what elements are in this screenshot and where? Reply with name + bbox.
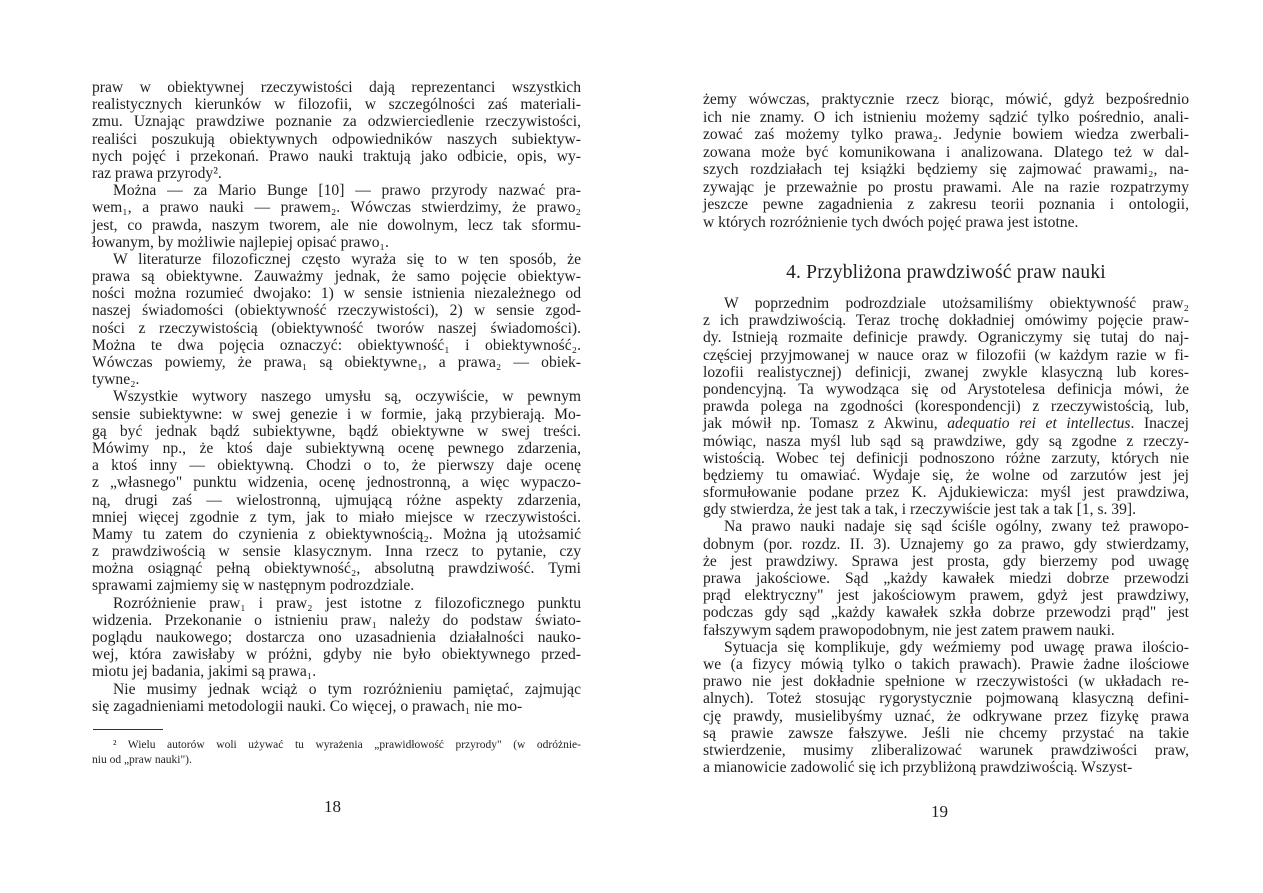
text-line: Rozróżnienie praw₁ i praw₂ jest istotne z filozoficznego punktu [113,594,581,612]
text-line [703,742,1189,759]
text-segment: Sytuacja się komplikuje, gdy weźmiemy pod uwagę prawa ilościo- [724,638,1189,656]
text-line: tywne₂. [92,371,140,389]
text-line: z prawdziwością w sensie klasycznym. Inna rzecz to pytanie, czy [92,543,581,561]
text-line [703,690,1189,707]
text-segment: prawo nie jest dokładnie spełnione w rzeczywistości (w układach re- [703,673,1189,691]
text-line: zowana może być komunikowana i analizowana. Dlatego też w dal- [703,143,1189,161]
text-segment: częściej przyjmowanej w nauce oraz w filozofii (w każdym razie w fi- [703,346,1189,364]
text-line: z „własnego" punktu widzenia, ocenę jednostronną, a więc wypaczo- [92,474,581,492]
text-line: łowanym, by możliwie najlepiej opisać prawo₁. [92,233,389,251]
footnote [92,738,581,768]
text-line: ich nie znamy. O ich istnieniu możemy sądzić tylko pośrednio, anali- [703,108,1189,126]
text-line: ności można rozumieć dwojako: 1) w sensie istnienia niezależnego od [92,285,581,303]
text-line: sensie subiektywne: w swej genezie i w formie, jaką przybierają. Mo- [92,405,581,423]
text-line: poglądu naukowego; dostarcza ono uzasadnienia działalności nauko- [92,629,581,646]
page-number-left: 18 [324,797,341,816]
text-line: W literaturze filozoficznej często wyraża się to w ten sposób, że [113,250,581,268]
text-line [703,725,1189,742]
text-line [703,364,1189,381]
text-line: raz prawa przyrody². [92,164,222,182]
text-line: zować zaś możemy tylko prawa₂. Jedynie bowiem wiedza zwerbali- [703,126,1189,144]
text-line [703,347,1189,364]
text-line: nych pojęć i przekonań. Prawo nauki traktują jako odbicie, opis, wy- [92,147,581,165]
text-line: Wszystkie wytwory naszego umysłu są, oczywiście, w pewnym [113,388,581,406]
text-line: sprawami zajmiemy się w następnym podrozdziale. [92,577,415,595]
text-line: a ktoś inny — obiektywną. Chodzi o to, że pierwszy daje ocenę [92,457,581,475]
paragraph [703,639,1189,777]
right-page-body [703,295,1189,776]
text-line: szych rozdziałach tej książki będziemy się zajmować prawami₂, na- [703,161,1189,179]
text-segment: alnych). Toteż stosując rygorystycznie pojmowaną klasyczną defini- [703,690,1189,708]
text-line: widzenia. Przekonanie o istnieniu praw₁ należy do podstaw świato- [92,611,581,629]
text-line: prawa są obiektywne. Zauważmy jednak, że samo pojęcie obiektyw- [92,268,581,286]
text-line: Można — za Mario Bunge [10] — prawo przyrody nazwać pra- [113,182,581,200]
text-line [703,415,1189,432]
text-segment: lozofii realistycznej) definicji, zwanej zwykle klasyczną lub kores- [703,363,1189,381]
section-heading: 4. Przybliżona prawdziwość praw nauki [786,262,1106,283]
text-segment: mówiąc, nasza myśl lub sąd są prawdziwe, gdy są zgodne z rzeczy- [703,432,1189,450]
text-line: żemy wówczas, praktycznie rzecz biorąc, mówić, gdyż bezpośrednio [703,91,1189,108]
text-line: realiści poszukują obiektywnych odpowiedników naszych subiektyw- [92,130,581,148]
text-line: zmu. Uznając prawdziwe poznanie za odzwierciedlenie rzeczywistości, [92,113,581,131]
text-line: jeszcze pewne zagadnienia z zakresu teorii poznania i ontologii, [703,196,1189,214]
text-line [703,484,1189,501]
paragraph [92,681,581,715]
text-line [703,570,1189,587]
text-line: można osiągnąć pełną obiektywność₂, absolutną prawdziwość. Tymi [92,560,581,578]
paragraph [92,79,581,182]
page-number-right: 19 [931,802,948,821]
left-page-body [92,79,581,715]
text-line [703,467,1189,484]
paragraph [92,182,581,251]
text-line: Można te dwa pojęcia oznaczyć: obiektywność₁ i obiektywność₂. [92,336,581,354]
text-line: naszej świadomości (obiektywność rzeczywistości), 2) w sensie zgod- [92,302,581,320]
text-line [703,295,1189,312]
text-line [703,433,1189,450]
text-segment: podczas gdy sąd „każdy kawałek szkła dobrze przewodzi prąd" jest [703,604,1189,622]
text-segment: dy. Istnieją rozmaite definicje prawdy. Ograniczymy się tutaj do naj- [703,329,1189,347]
text-line [703,381,1189,398]
text-line: miotu jej badania, jakimi są prawa₁. [92,663,317,681]
text-line: w których rozróżnienie tych dwóch pojęć prawa jest istotne. [703,213,1079,231]
text-line [703,587,1189,604]
text-line [703,398,1189,415]
text-line [703,656,1189,673]
text-line: się zagadnieniami metodologii nauki. Co więcej, o prawach₁ nie mo- [92,697,523,715]
text-segment: prąd elektryczny" jest jakościowym prawem, gdyż jest prawdziwy, [703,587,1189,605]
text-line [703,673,1189,690]
paragraph [92,388,581,594]
text-segment: jak mówił np. Tomasz z Akwinu, [703,415,948,433]
text-line: ności z rzeczywistością (obiektywność tworów naszej świadomości). [92,319,581,337]
text-line: jest, co prawda, naszym tworem, ale nie dowolnym, lecz tak sformu- [92,216,581,234]
text-line [703,622,1189,639]
text-line: zywając je przeważnie po prostu prawami. Ale na razie rozpatrzymy [703,178,1189,196]
text-line: mniej więcej zgodnie z tym, jak to miało miejsce w rzeczywistości. [92,508,581,526]
text-segment: stwierdzenie, musimy zliberalizować warunek prawdziwości praw, [703,741,1189,759]
text-segment: z ich prawdziwością. Teraz trochę dokładniej omówimy pojęcie praw- [703,312,1189,330]
text-segment: wistością. Wobec tej definicji podnoszono różne zarzuty, których nie [703,449,1189,467]
text-line: ną, drugi zaś — wielostronną, ujmującą różne aspekty zdarzenia, [92,491,581,509]
text-segment: fałszywym sądem prawopodobnym, nie jest zatem prawem nauki. [703,621,1115,639]
text-line [703,312,1189,329]
paragraph [92,595,581,681]
text-segment: Na prawo nauki nadaje się sąd ściśle ogólny, zwany też prawopo- [724,518,1189,536]
text-line: Mówimy np., że ktoś daje subiektywną ocenę pewnego zdarzenia, [92,439,581,457]
text-segment: będziemy tu omawiać. Wydaje się, że wolne od zarzutów jest jej [703,466,1189,484]
text-line [703,604,1189,621]
footnote-line: ² Wielu autorów woli używać tu wyrażenia „prawidłowość przyrody" (w odróżnie- [113,739,581,751]
text-line: gą być jednak bądź subiektywne, bądź obiektywne w swej treści. [92,422,581,440]
text-segment: . Inaczej [1130,415,1189,433]
italic-phrase: adequatio rei et intellectus [947,415,1131,433]
text-line [703,329,1189,346]
text-segment: dobnym (por. rozdz. II. 3). Uznajemy go za prawo, gdy stwierdzamy, [703,535,1189,553]
text-line [703,639,1189,656]
text-line: wej, która zawisłaby w próżni, gdyby nie było obiektywnego przed- [92,646,581,664]
right-page-top-paragraph [703,91,1189,231]
paragraph [703,295,1189,518]
text-segment: prawa jakościowe. Sąd „każdy kawałek miedzi dobrze przewodzi [703,570,1189,587]
text-line [703,708,1189,725]
text-segment: są prawie zawsze fałszywe. Jeśli nie chcemy przystać na takie [703,724,1189,742]
text-line [703,536,1189,553]
footnote-divider [93,729,163,730]
text-line: Wówczas powiemy, że prawa₁ są obiektywne₁, a prawa₂ — obiek- [92,354,581,371]
text-line [703,518,1189,535]
text-segment: że jest prawdziwy. Sprawa jest prosta, gdy bierzemy pod uwagę [703,552,1189,570]
text-line [703,759,1189,776]
text-segment: pondencyjną. Ta wywodząca się od Arystotelesa definicja mówi, że [703,380,1189,398]
paragraph [703,518,1189,638]
text-line [703,450,1189,467]
text-line [703,501,1189,518]
paragraph [92,251,581,389]
paragraph [703,91,1189,231]
text-line [703,553,1189,570]
text-segment: we (a fizycy mówią tylko o takich prawach). Prawie żadne ilościowe [703,655,1189,673]
text-line: Mamy tu zatem do czynienia z obiektywnością₂. Można ją utożsamić [92,525,581,543]
text-segment: sformułowanie podane przez K. Ajdukiewicza: myśl jest prawdziwa, [703,484,1189,502]
footnote-line: niu od „praw nauki"). [92,754,192,766]
text-segment: gdy stwierdza, że jest tak a tak, i rzeczywiście jest tak a tak [1, s. 39]. [703,501,1136,519]
text-line: Nie musimy jednak wciąż o tym rozróżnieniu pamiętać, zajmując [113,680,581,698]
text-line: realistycznych kierunków w filozofii, w szczególności zaś materiali- [92,96,581,114]
text-segment: W poprzednim podrozdziale utożsamiliśmy obiektywność praw₂ [724,295,1189,312]
text-line: wem₁, a prawo nauki — prawem₂. Wówczas stwierdzimy, że prawo₂ [92,199,581,217]
text-segment: cję prawdy, musielibyśmy uznać, że odkrywane przez fizykę prawa [703,707,1189,725]
text-line: praw w obiektywnej rzeczywistości dają reprezentanci wszystkich [92,79,581,96]
text-segment: a mianowicie zadowolić się ich przybliżoną prawdziwością. Wszyst- [703,759,1133,777]
text-segment: prawda polega na zgodności (korespondencji) z rzeczywistością, lub, [703,398,1189,416]
